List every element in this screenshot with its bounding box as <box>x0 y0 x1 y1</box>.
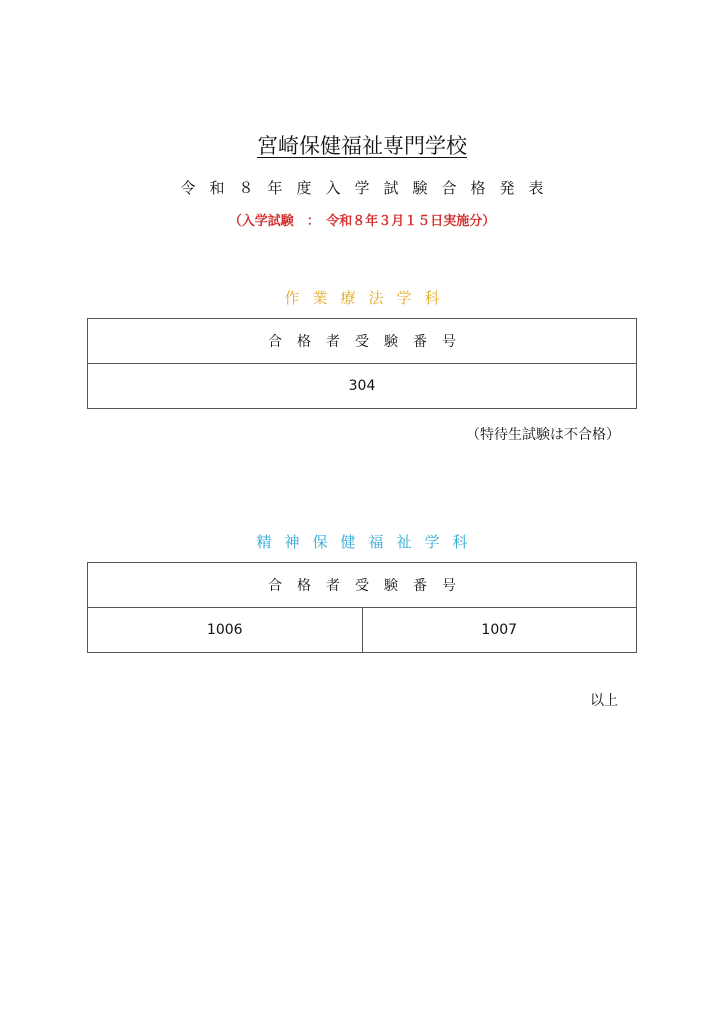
table-header-row <box>88 319 637 364</box>
exam-number-cell: 1006 <box>88 608 363 653</box>
results-table-occupational-therapy <box>87 318 637 409</box>
announcement-title: 令和８年度入学試験合格発表 <box>180 179 558 197</box>
department-heading-occupational-therapy: 作業療法学科 <box>284 289 453 307</box>
table-header: 合格者受験番号 <box>88 319 637 364</box>
school-name <box>0 130 724 160</box>
department-heading-mental-health-welfare: 精神保健福祉学科 <box>256 533 481 551</box>
exam-date-note: （入学試験 ： 令和８年３月１５日実施分） <box>228 214 496 229</box>
table-header: 合格者受験番号 <box>88 563 637 608</box>
exam-number-cell: 1007 <box>362 608 637 653</box>
table-header-row <box>88 563 637 608</box>
exam-number-cell: 304 <box>88 364 637 409</box>
school-name-text: 宮崎保健福祉専門学校 <box>257 134 467 158</box>
closing-mark: 以上 <box>590 693 618 709</box>
table-row <box>88 608 637 653</box>
results-table-mental-health-welfare <box>87 562 637 653</box>
scholarship-note: （特待生試験は不合格） <box>466 427 620 443</box>
table-row <box>88 364 637 409</box>
